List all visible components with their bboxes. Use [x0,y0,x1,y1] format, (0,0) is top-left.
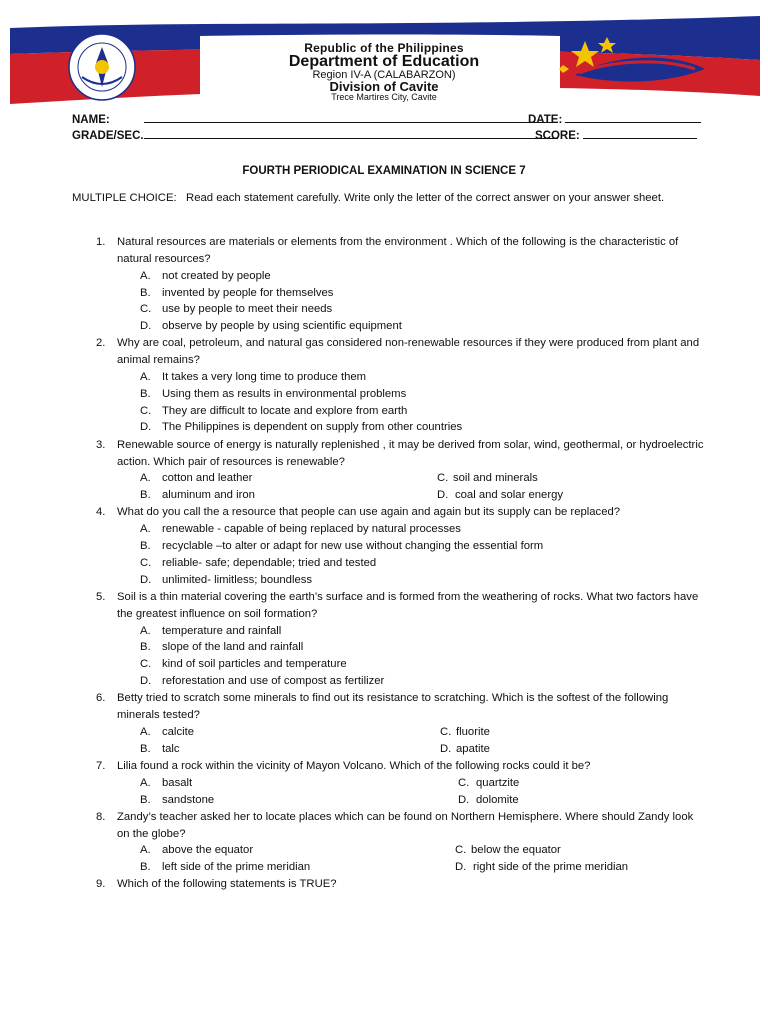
question-number: 5. [96,591,106,603]
header-department: Department of Education [288,53,480,70]
option [455,859,628,876]
option [140,369,366,386]
option-text: slope of the land and rainfall [162,641,304,653]
instructions [72,190,712,207]
option [437,487,563,504]
score-field[interactable] [535,127,697,142]
header-division: Division of Cavite [329,79,439,94]
option [140,792,214,809]
option [140,538,543,555]
option-letter: B. [140,540,151,552]
option [140,775,192,792]
question-number: 2. [96,337,106,349]
date-label: DATE: [528,114,563,126]
option [140,555,376,572]
option-text: recyclable –to alter or adapt for new use without changing the essential form [162,540,544,552]
option-letter: C. [140,303,152,315]
option-letter: D. [140,675,152,687]
option-text: renewable - capable of being replaced by natural processes [162,523,461,535]
date-line[interactable] [565,111,701,123]
grade-line[interactable] [144,127,558,139]
question-number: 9. [96,878,106,890]
option [455,842,561,859]
option [140,521,461,538]
question-text: Betty tried to scratch some minerals to find out its resistance to scratching. Which is the softest of the following minerals tested? [117,692,669,721]
score-label: SCORE: [535,130,580,142]
option-text: soil and minerals [453,472,538,484]
question-number: 8. [96,811,106,823]
option [140,623,281,640]
option-text: cotton and leather [162,472,253,484]
option-text: basalt [162,777,193,789]
option-letter: A. [140,777,151,789]
question-text: Lilia found a rock within the vicinity of Mayon Volcano. Which of the following rocks could it be? [117,760,591,772]
option-text: above the equator [162,844,254,856]
option-text: fluorite [456,726,490,738]
option-letter: B. [140,641,151,653]
option-text: unlimited- limitless; boundless [162,574,313,586]
option [140,656,347,673]
option [140,639,303,656]
option-letter: A. [140,523,151,535]
question-number: 4. [96,506,106,518]
question-number: 7. [96,760,106,772]
option-text: quartzite [476,777,520,789]
question-text: Why are coal, petroleum, and natural gas considered non-renewable resources if they were produced from plant and animal remains? [117,337,700,366]
option [140,724,194,741]
option-text: sandstone [162,794,215,806]
option-letter: D. [140,320,152,332]
option [458,775,519,792]
option [140,859,310,876]
option [140,403,407,420]
option-letter: C. [440,726,452,738]
option [140,386,406,403]
option [140,470,252,487]
option-letter: D. [455,861,467,873]
option-text: calcite [162,726,195,738]
option-letter: C. [140,658,152,670]
option-text: It takes a very long time to produce them [162,371,367,383]
exam-title: FOURTH PERIODICAL EXAMINATION IN SCIENCE 7 [242,165,526,177]
option [440,724,490,741]
option-letter: D. [440,743,452,755]
name-field[interactable] [72,111,552,126]
option-letter: C. [458,777,470,789]
name-label: NAME: [72,114,110,126]
option-letter: A. [140,625,151,637]
option-text: temperature and rainfall [162,625,282,637]
option [140,301,332,318]
option-letter: C. [437,472,449,484]
option-letter: B. [140,287,151,299]
option-text: use by people to meet their needs [162,303,333,315]
question-number: 6. [96,692,106,704]
option-letter: A. [140,472,151,484]
option-text: They are difficult to locate and explore from earth [162,405,408,417]
grade-section-field[interactable] [72,127,558,142]
option [140,741,180,758]
option-text: Using them as results in environmental problems [162,388,407,400]
option [140,318,402,335]
option-text: apatite [456,743,490,755]
option-letter: A. [140,844,151,856]
option-letter: A. [140,371,151,383]
option [140,842,253,859]
option-letter: B. [140,743,151,755]
option-text: aluminum and iron [162,489,255,501]
grade-label: GRADE/SEC. [72,130,144,142]
question-text: Natural resources are materials or elements from the environment . Which of the following is the characteristic of natural resources? [117,236,679,265]
option [140,487,255,504]
option [458,792,519,809]
header-city: Trece Martires City, Cavite [331,92,437,102]
option-text: The Philippines is dependent on supply from other countries [162,421,463,433]
option-text: reforestation and use of compost as fertilizer [162,675,385,687]
date-field[interactable] [528,111,701,126]
instructions-label: MULTIPLE CHOICE: [72,192,177,204]
option-letter: B. [140,489,151,501]
option [140,572,312,589]
option-text: invented by people for themselves [162,287,334,299]
question-text: What do you call the a resource that people can use again and again but its supply can be replaced? [117,506,621,518]
option [440,741,490,758]
header-region: Region IV-A (CALABARZON) [312,69,456,81]
option [140,673,384,690]
question-text: Renewable source of energy is naturally replenished , it may be derived from solar, wind, geothermal, or hydroelectric action. Which pair of resources is renewable? [117,439,704,468]
score-line[interactable] [583,127,697,139]
option-letter: A. [140,270,151,282]
option-letter: B. [140,388,151,400]
option-letter: A. [140,726,151,738]
option [437,470,538,487]
option-text: kind of soil particles and temperature [162,658,347,670]
option-text: left side of the prime meridian [162,861,311,873]
option-text: observe by people by using scientific equipment [162,320,402,332]
option-letter: C. [455,844,467,856]
option-text: not created by people [162,270,271,282]
option-letter: D. [140,421,152,433]
option-letter: C. [140,405,152,417]
option-letter: D. [140,574,152,586]
option-letter: D. [458,794,470,806]
option-text: reliable- safe; dependable; tried and tested [162,557,377,569]
option-text: below the equator [471,844,561,856]
option [140,285,333,302]
option-letter: C. [140,557,152,569]
option [140,419,462,436]
question-text: Which of the following statements is TRUE? [117,878,337,890]
header-republic: Republic of the Philippines [304,41,464,55]
question-text: Soil is a thin material covering the earth’s surface and is formed from the weathering of rocks. What two factors have the greatest influence on soil formation? [117,591,699,620]
question-text: Zandy’s teacher asked her to locate places which can be found on Northern Hemisphere. Where should Zandy look on the globe? [117,811,694,840]
question-number: 3. [96,439,106,451]
option-letter: B. [140,794,151,806]
instructions-text: Read each statement carefully. Write only the letter of the correct answer on your answer sheet. [186,192,665,204]
option-text: coal and solar energy [455,489,564,501]
option-text: dolomite [476,794,519,806]
name-line[interactable] [144,111,552,123]
option-letter: D. [437,489,449,501]
option [140,268,271,285]
option-text: right side of the prime meridian [473,861,629,873]
option-text: talc [162,743,180,755]
question-number: 1. [96,236,106,248]
letterhead [0,0,768,110]
option-letter: B. [140,861,151,873]
